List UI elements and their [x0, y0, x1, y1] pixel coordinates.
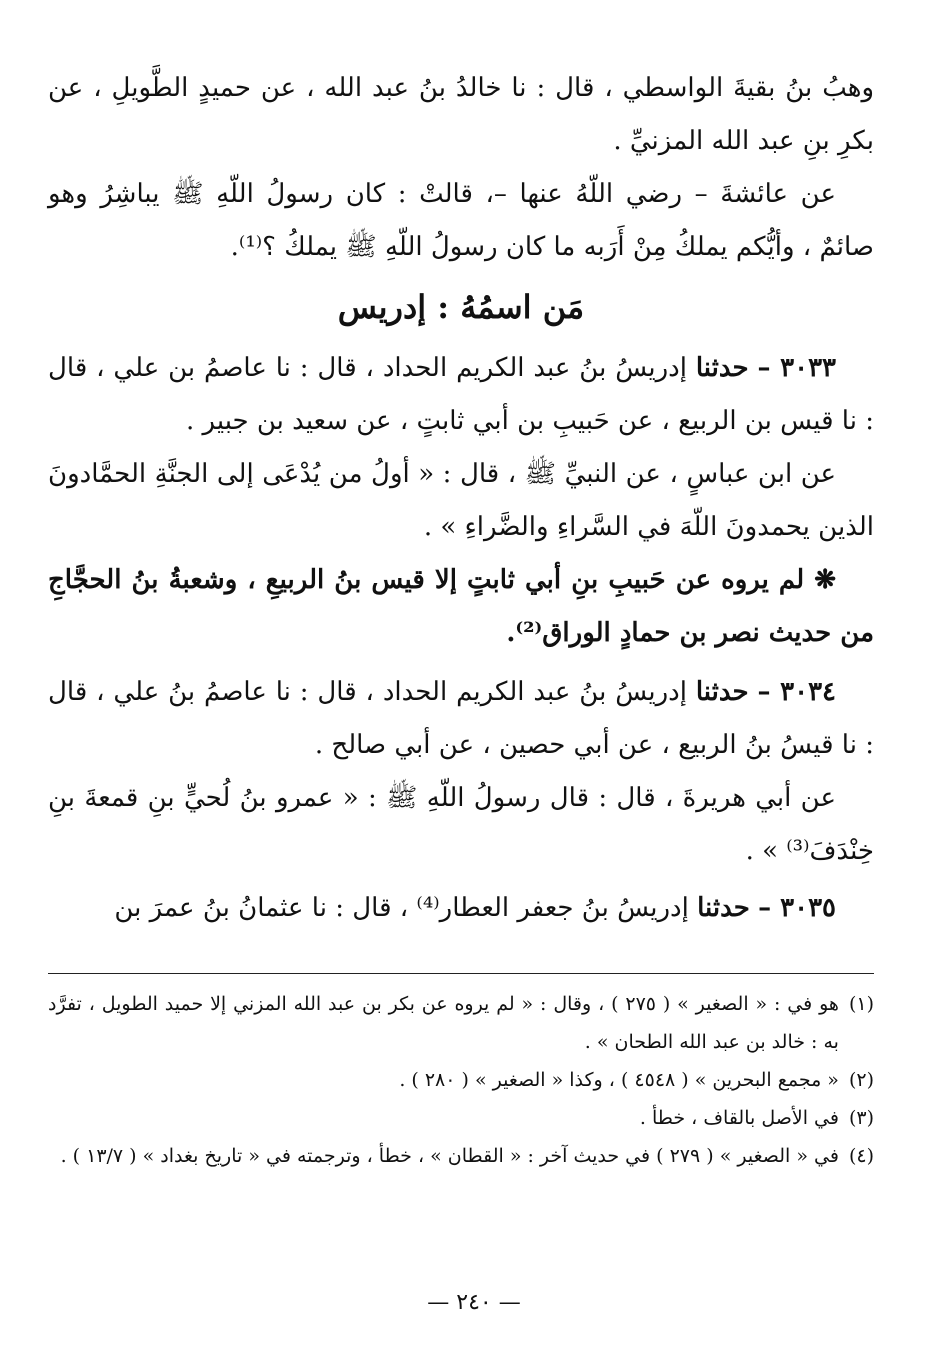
footnote-text: في « الصغير » ( ٢٧٩ ) في حديث آخر : « القطان » ، خطأ ، وترجمته في « تاريخ بغداد » ( ١٣/٧ ) . [60, 1145, 839, 1167]
footnote-label: (٢) [848, 1069, 874, 1091]
footnotes [48, 985, 874, 1175]
hadith-lead: حدثنا [697, 893, 750, 923]
footnote-2 [48, 1061, 874, 1099]
hadith-lead: حدثنا [695, 353, 749, 383]
hadith-3033-matn: عن ابن عباسٍ ، عن النبيِّ ﷺ ، قال : « أولُ من يُدْعَى إلى الجنَّةِ الحمَّادونَ الذين يحمدونَ اللّهَ في السَّراءِ والضَّراءِ » . [48, 459, 874, 542]
hadith-3033-note: ❋ لم يروه عن حَبيبِ بنِ أبي ثابتٍ إلا قيس بنُ الربيعِ ، وشعبةُ بنُ الحجَّاجِ من حديث نصر بن حمادٍ الوراق⁽²⁾. [48, 565, 874, 648]
section-heading: مَن اسمُهُ : إدريس [337, 288, 585, 326]
footnote-3 [48, 1099, 874, 1137]
hadith-number: ٣٠٣٤ – [757, 677, 836, 707]
hadith-3035-isnad [48, 882, 874, 935]
page-body [48, 62, 874, 935]
footnote-label: (٣) [848, 1107, 874, 1129]
hadith-3034-matn: عن أبي هريرةَ ، قال : قال رسولُ اللّهِ ﷺ : « عمرو بنُ لُحيٍّ بنِ قمعةَ بنِ خِنْدَفَ⁽³⁾ » . [48, 783, 874, 866]
hadith-3033-isnad [48, 342, 874, 448]
page-number: — ٢٤٠ — [427, 1290, 521, 1315]
hadith-isnad-text: إدريسُ بنُ عبد الكريم الحداد ، قال : نا عاصمُ بن علي ، قال : نا قيس بن الربيع ، عن حَبيبِ بن أبي ثابتٍ ، عن سعيد بن جبير . [48, 353, 874, 436]
footnote-text: هو في : « الصغير » ( ٢٧٥ ) ، وقال : « لم يروه عن بكر بن عبد الله المزني إلا حميد الطويل ، تفرَّد به : خالد بن عبد الله الطحان » . [48, 993, 839, 1053]
footnote-text: في الأصل بالقاف ، خطأ . [639, 1107, 839, 1129]
hadith-number: ٣٠٣٥ – [758, 893, 836, 923]
hadith-isnad-text: إدريسُ بنُ جعفر العطار⁽⁴⁾ ، قال : نا عثمانُ بنُ عمرَ بن [114, 893, 689, 923]
hadith-number: ٣٠٣٣ – [757, 353, 836, 383]
isnad-continuation: وهبُ بنُ بقيةَ الواسطي ، قال : نا خالدُ بنُ عبد الله ، عن حميدٍ الطَّويلِ ، عن بكرِ بنِ عبد الله المزنيِّ . [48, 73, 874, 156]
footnote-text: « مجمع البحرين » ( ٤٥٤٨ ) ، وكذا « الصغير » ( ٢٨٠ ) . [399, 1069, 839, 1091]
footnote-label: (١) [848, 993, 874, 1015]
hadith-3034-isnad [48, 666, 874, 772]
footnote-4 [48, 1137, 874, 1175]
footnote-separator [48, 973, 874, 974]
hadith-text-aisha: عن عائشةَ – رضي اللّهُ عنها –، قالتْ : كان رسولُ اللّهِ ﷺ يباشِرُ وهو صائمٌ ، وأيُّكم يملكُ مِنْ أَرَبه ما كان رسولُ اللّهِ ﷺ يملكُ ؟⁽¹⁾. [48, 179, 874, 262]
hadith-lead: حدثنا [695, 677, 749, 707]
hadith-isnad-text: إدريسُ بنُ عبد الكريم الحداد ، قال : نا عاصمُ بنُ علي ، قال : نا قيسُ بنُ الربيع ، عن أبي حصين ، عن أبي صالح . [48, 677, 874, 760]
footnote-label: (٤) [848, 1145, 874, 1167]
footnote-1 [48, 985, 874, 1061]
